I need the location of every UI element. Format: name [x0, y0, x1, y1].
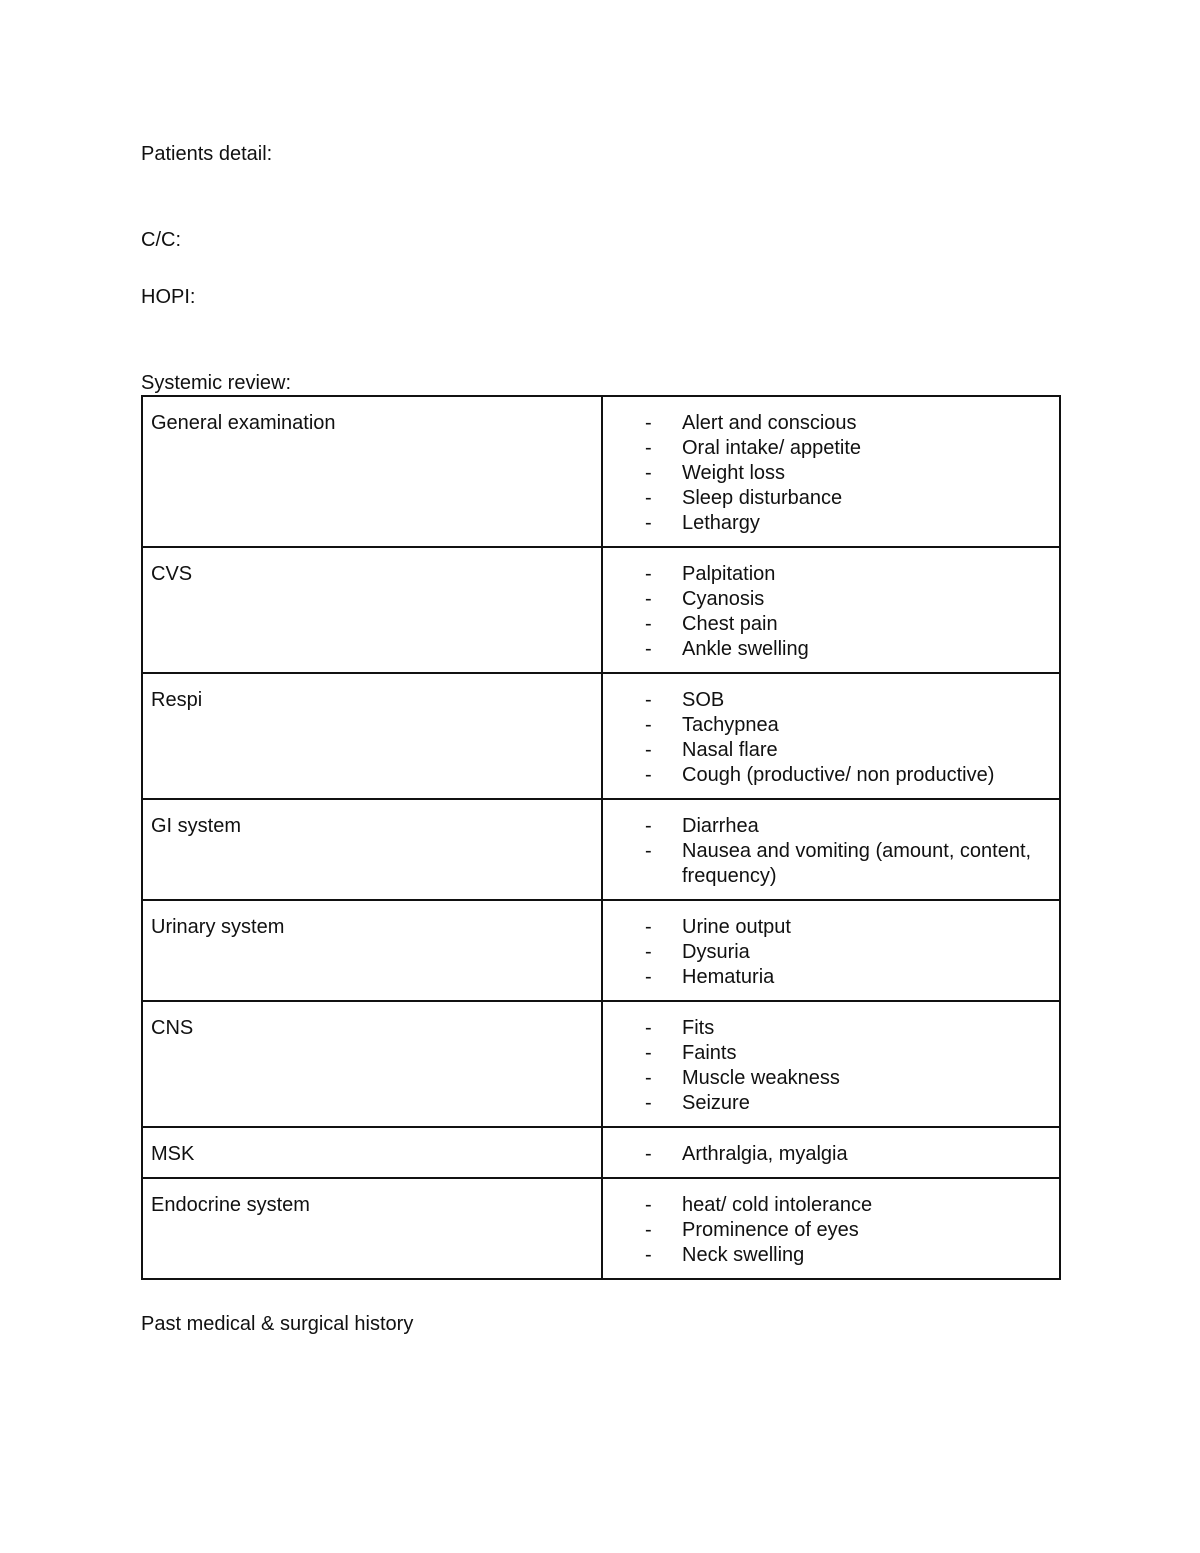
dash-bullet: -: [645, 1042, 652, 1064]
symptom-item: [645, 637, 1051, 662]
dash-bullet: -: [645, 1244, 652, 1266]
table-row: [142, 1001, 1060, 1127]
symptom-text: Oral intake/ appetite: [682, 437, 861, 459]
dash-bullet: -: [645, 815, 652, 837]
symptom-item: [645, 1218, 1051, 1243]
patient-detail-heading: Patients detail:: [141, 143, 273, 165]
symptom-text: Neck swelling: [682, 1244, 805, 1266]
table-row: [142, 1178, 1060, 1279]
table-row: [142, 799, 1060, 900]
symptom-list: [645, 688, 1051, 788]
symptom-text: Diarrhea: [682, 815, 759, 837]
dash-bullet: -: [645, 1092, 652, 1114]
dash-bullet: -: [645, 512, 652, 534]
dash-bullet: -: [645, 638, 652, 660]
symptoms-cell: [602, 547, 1060, 673]
symptom-item: [645, 688, 1051, 713]
symptoms-cell: [602, 396, 1060, 547]
symptom-item: [645, 814, 1051, 839]
system-cell: CVS: [142, 547, 602, 673]
symptom-text: Weight loss: [682, 462, 786, 484]
symptom-text: Nasal flare: [682, 739, 778, 761]
symptom-item: [645, 1016, 1051, 1041]
symptom-item: [645, 738, 1051, 763]
symptom-list: [645, 1142, 1051, 1167]
dash-bullet: -: [645, 916, 652, 938]
symptom-text: Palpitation: [682, 563, 776, 585]
dash-bullet: -: [645, 1143, 652, 1165]
dash-bullet: -: [645, 462, 652, 484]
systemic-review-table: [141, 395, 1061, 1280]
symptom-item: [645, 486, 1051, 511]
symptom-list: [645, 562, 1051, 662]
symptom-text: Nausea and vomiting (amount, content, frequency): [682, 840, 1032, 887]
system-cell: MSK: [142, 1127, 602, 1178]
system-cell: Urinary system: [142, 900, 602, 1001]
dash-bullet: -: [645, 764, 652, 786]
dash-bullet: -: [645, 840, 652, 862]
table-row: [142, 1127, 1060, 1178]
table-row: [142, 900, 1060, 1001]
symptom-item: [645, 587, 1051, 612]
system-cell: GI system: [142, 799, 602, 900]
past-history-heading: Past medical & surgical history: [141, 1313, 414, 1335]
symptom-text: Fits: [682, 1017, 715, 1039]
dash-bullet: -: [645, 1219, 652, 1241]
symptom-item: [645, 839, 1051, 889]
system-cell: Respi: [142, 673, 602, 799]
system-cell: Endocrine system: [142, 1178, 602, 1279]
symptoms-cell: [602, 673, 1060, 799]
symptom-text: Urine output: [682, 916, 791, 938]
dash-bullet: -: [645, 689, 652, 711]
symptom-text: Alert and conscious: [682, 412, 857, 434]
symptom-text: Hematuria: [682, 966, 775, 988]
dash-bullet: -: [645, 437, 652, 459]
symptom-list: [645, 1016, 1051, 1116]
symptom-text: Muscle weakness: [682, 1067, 840, 1089]
dash-bullet: -: [645, 739, 652, 761]
dash-bullet: -: [645, 966, 652, 988]
symptom-item: [645, 562, 1051, 587]
symptom-list: [645, 1193, 1051, 1268]
dash-bullet: -: [645, 563, 652, 585]
symptom-text: SOB: [682, 689, 725, 711]
hopi-heading: HOPI:: [141, 286, 196, 308]
symptom-item: [645, 915, 1051, 940]
symptom-item: [645, 411, 1051, 436]
symptom-text: Dysuria: [682, 941, 750, 963]
symptom-item: [645, 612, 1051, 637]
symptom-text: Lethargy: [682, 512, 760, 534]
dash-bullet: -: [645, 1194, 652, 1216]
dash-bullet: -: [645, 588, 652, 610]
table-row: [142, 547, 1060, 673]
table-row: [142, 673, 1060, 799]
system-cell: CNS: [142, 1001, 602, 1127]
symptom-text: Arthralgia, myalgia: [682, 1143, 848, 1165]
systemic-review-heading: Systemic review:: [141, 372, 292, 394]
dash-bullet: -: [645, 714, 652, 736]
symptom-item: [645, 965, 1051, 990]
symptom-item: [645, 461, 1051, 486]
symptom-item: [645, 1193, 1051, 1218]
symptom-item: [645, 1066, 1051, 1091]
symptom-text: Prominence of eyes: [682, 1219, 859, 1241]
symptom-list: [645, 915, 1051, 990]
dash-bullet: -: [645, 1017, 652, 1039]
symptom-item: [645, 1091, 1051, 1116]
chief-complaint-heading: C/C:: [141, 229, 181, 251]
dash-bullet: -: [645, 412, 652, 434]
symptom-text: Tachypnea: [682, 714, 779, 736]
symptoms-cell: [602, 1127, 1060, 1178]
dash-bullet: -: [645, 1067, 652, 1089]
dash-bullet: -: [645, 941, 652, 963]
symptom-text: Sleep disturbance: [682, 487, 843, 509]
symptom-item: [645, 1243, 1051, 1268]
symptom-text: Cyanosis: [682, 588, 765, 610]
symptom-item: [645, 940, 1051, 965]
symptom-text: Faints: [682, 1042, 737, 1064]
symptom-item: [645, 436, 1051, 461]
symptoms-cell: [602, 1178, 1060, 1279]
symptom-text: heat/ cold intolerance: [682, 1194, 873, 1216]
symptom-list: [645, 814, 1051, 889]
symptoms-cell: [602, 799, 1060, 900]
table-row: [142, 396, 1060, 547]
symptom-text: Ankle swelling: [682, 638, 809, 660]
symptom-text: Seizure: [682, 1092, 750, 1114]
symptom-item: [645, 511, 1051, 536]
symptom-text: Cough (productive/ non productive): [682, 764, 995, 786]
symptom-text: Chest pain: [682, 613, 778, 635]
symptoms-cell: [602, 900, 1060, 1001]
symptom-item: [645, 713, 1051, 738]
symptom-item: [645, 763, 1051, 788]
symptom-list: [645, 411, 1051, 536]
dash-bullet: -: [645, 613, 652, 635]
symptom-item: [645, 1041, 1051, 1066]
symptoms-cell: [602, 1001, 1060, 1127]
symptom-item: [645, 1142, 1051, 1167]
dash-bullet: -: [645, 487, 652, 509]
system-cell: General examination: [142, 396, 602, 547]
